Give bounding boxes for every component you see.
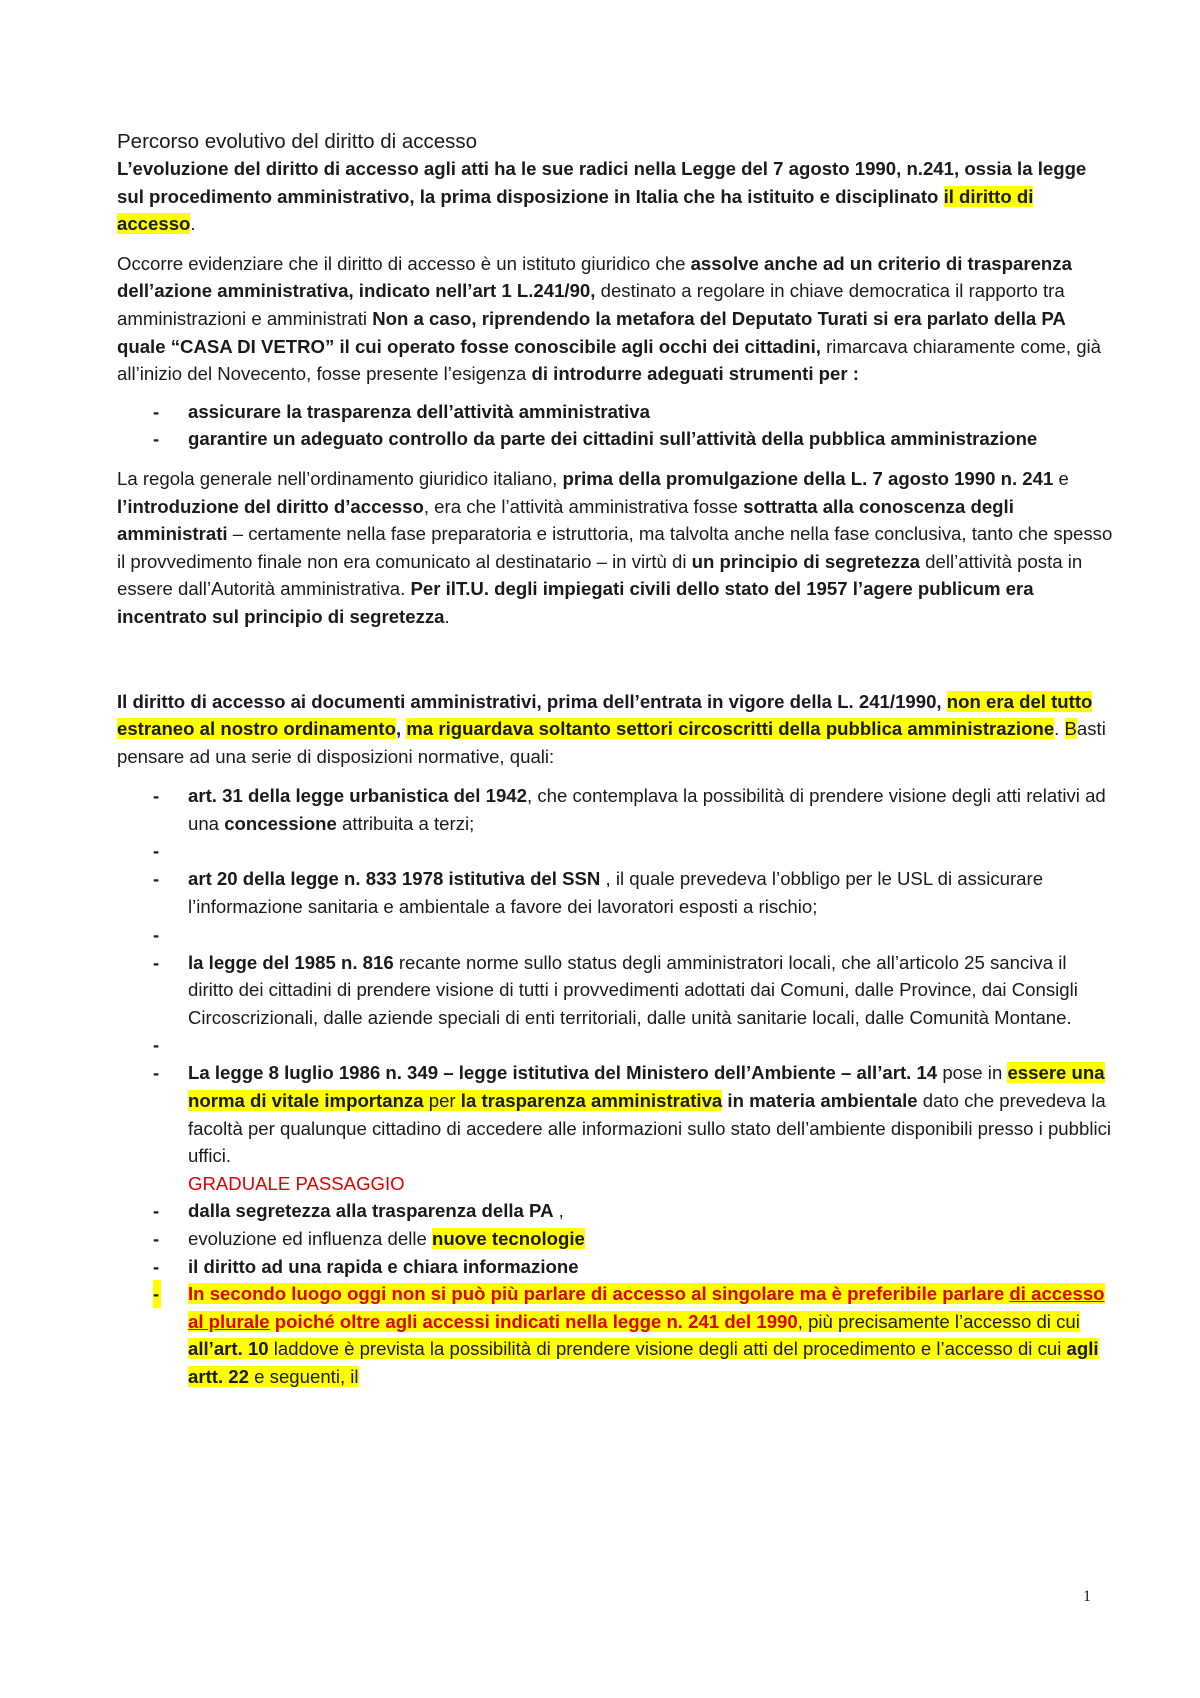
text-run: , (553, 1200, 564, 1222)
bold-run: concessione (224, 812, 337, 834)
highlight-run: la trasparenza amministrativa (460, 1090, 723, 1112)
highlight-run: all’art. 10 (188, 1338, 269, 1360)
highlight-run: e seguenti, il (248, 1365, 359, 1387)
paragraph-trasparenza (117, 250, 1117, 388)
text-run: rimarcava chiaramente come, già all’inizio del Novecento, fosse presente l’esigenza (117, 335, 1102, 385)
highlight-run: agli artt. 22 (188, 1338, 1099, 1387)
list-item (117, 1197, 1117, 1225)
list-item-legge-urbanistica (117, 782, 1117, 837)
bold-run: sottratta alla conoscenza degli amministrati (117, 495, 1014, 545)
text-run: , il quale prevedeva l’obbligo per le USL di assicurare l’informazione sanitaria e ambientale a favore dei lavoratori esposti a rischio; (188, 868, 1044, 918)
bold-run: La legge 8 luglio 1986 n. 349 – legge istitutiva del Ministero dell’Ambiente – all’art. 14 (188, 1062, 938, 1084)
intro-end: . (190, 213, 196, 235)
page-number: 1 (1083, 1588, 1091, 1605)
bold-run: art. 31 della legge urbanistica del 1942 (188, 785, 527, 807)
list-item-legge-1985 (117, 949, 1117, 1032)
bold-run: l’introduzione del diritto d’accesso (117, 495, 424, 517)
text-run: dato che prevedeva la facoltà per qualunque cittadino di accedere alle informazioni sullo stato dell’ambiente disponibili presso i pubblici uffici. (188, 1090, 1112, 1167)
intro-highlight: il diritto di accesso (117, 185, 1034, 235)
spacer (117, 921, 1117, 949)
bold-run: prima della promulgazione della L. 7 agosto 1990 n. 241 (562, 467, 1054, 489)
text-run: , era che l’attività amministrativa fosse (423, 495, 744, 517)
bold-run: Non a caso, riprendendo la metafora del Deputato Turati si era parlato della PA quale “CASA DI VETRO” il cui operato fosse conoscibile agli occhi dei cittadini, (117, 307, 1066, 357)
list-item-legge-1986 (117, 1059, 1117, 1197)
paragraph-regola-generale (117, 465, 1117, 631)
list-item (117, 1225, 1117, 1253)
list-strumenti (117, 398, 1117, 453)
highlight-run: per (423, 1090, 461, 1112)
list-item-accesso-plurale (117, 1280, 1117, 1390)
bold-run: assolve anche ad un criterio di trasparenza dell’azione amministrativa, indicato nell’art 1 L.241/90, (117, 252, 1072, 302)
text-run: recante norme sullo status degli amministratori locali, che all’articolo 25 sanciva il diritto dei cittadini di prendere visione di tutti i provvedimenti adottati dai Comuni, dalle Province, dai Consigli Circoscrizionali, dalle aziende speciali di enti territoriali, dalle unità sanitarie locali, dalle Comunità Montane. (188, 951, 1078, 1028)
highlight-run: laddove è prevista la possibilità di prendere visione degli atti del procedimento e l’accesso di cui (268, 1338, 1067, 1360)
highlight-run: , più precisamente l’accesso di cui (797, 1310, 1080, 1332)
text-run: , che contemplava la possibilità di prendere visione degli atti relativi ad una (188, 785, 1106, 834)
bold-run: Per ilT.U. degli impiegati civili dello stato del 1957 l’agere publicum era incentrato sul principio di segretezza (117, 578, 1034, 627)
text-run: La regola generale nell’ordinamento giuridico italiano, (117, 467, 563, 489)
intro-bold-text: L’evoluzione del diritto di accesso agli atti ha le sue radici nella Legge del 7 agosto 1990, n.241, ossia la legge sul procedimento amministrativo, la prima disposizione in Italia che ha istituito e disciplinato (117, 158, 1087, 207)
document-title: Percorso evolutivo del diritto di accesso (117, 130, 478, 153)
list-item (117, 425, 1117, 453)
heading-graduale-passaggio: GRADUALE PASSAGGIO (188, 1172, 405, 1194)
underlined-run: di accesso al plurale (188, 1283, 1105, 1332)
paragraph-diritto-accesso (117, 688, 1117, 771)
highlight-run: non era del tutto estraneo al nostro ordinamento (117, 690, 1093, 740)
text-run: dell’attività posta in essere dall’Autorità amministrativa. (117, 550, 1083, 600)
bold-run: la legge del 1985 n. 816 (188, 951, 394, 973)
highlight-run: ma riguardava soltanto settori circoscritti della pubblica amministrazione (406, 718, 1055, 740)
text-run: e (1053, 467, 1069, 489)
red-highlight-run: In secondo luogo oggi non si può più parlare di accesso al singolare ma è preferibile parlare (188, 1283, 1010, 1305)
text-run: evoluzione ed influenza delle (188, 1228, 432, 1249)
spacer (117, 1031, 1117, 1059)
list-passaggio (117, 1197, 1117, 1390)
bold-run: Il diritto di accesso ai documenti amministrativi, prima dell’entrata in vigore della L. 241/1990, (117, 690, 947, 712)
text-run: . (1054, 718, 1065, 740)
bold-run: dalla segretezza alla trasparenza della PA (188, 1200, 554, 1222)
bold-run: un principio di segretezza (691, 550, 920, 572)
list-item (117, 1253, 1117, 1281)
document-body (117, 128, 1117, 1391)
text-run: – certamente nella fase preparatoria e istruttoria, ma talvolta anche nella fase conclusiva, tanto che spesso il provvedimento finale non era comunicato al destinatario – in virtù di (117, 523, 1113, 572)
list-item-ssn (117, 865, 1117, 920)
bold-run: , (395, 718, 407, 740)
bold-run: il diritto ad una rapida e chiara informazione (188, 1255, 579, 1277)
text-run: destinato a regolare in chiave democratica il rapporto tra amministrazioni e amministrati (117, 280, 1065, 329)
text-run: pose in (937, 1062, 1008, 1084)
bold-run: di introdurre adeguati strumenti per : (531, 363, 859, 385)
list-item-text: assicurare la trasparenza dell’attività amministrativa (188, 400, 650, 422)
highlight-run: nuove tecnologie (431, 1228, 585, 1249)
spacer (117, 837, 1117, 865)
red-highlight-run: poiché oltre agli accessi indicati nella legge n. 241 del 1990 (269, 1310, 798, 1332)
text-run: . (444, 605, 450, 627)
text-run: asti pensare ad una serie di disposizioni normative, quali: (117, 718, 1106, 767)
text-run: Occorre evidenziare che il diritto di accesso è un istituto giuridico che (117, 252, 691, 274)
bold-run: in materia ambientale (722, 1090, 918, 1112)
text-run: attribuita a terzi; (336, 812, 475, 834)
highlight-run: essere una norma di vitale importanza (188, 1062, 1105, 1112)
bold-run: art 20 della legge n. 833 1978 istitutiva del SSN (188, 868, 601, 890)
list-item-text: garantire un adeguato controllo da parte dei cittadini sull’attività della pubblica amministrazione (188, 428, 1038, 450)
list-disposizioni (117, 782, 1117, 1197)
highlight-run: B (1064, 718, 1077, 740)
intro-paragraph (117, 155, 1117, 238)
list-item (117, 398, 1117, 426)
